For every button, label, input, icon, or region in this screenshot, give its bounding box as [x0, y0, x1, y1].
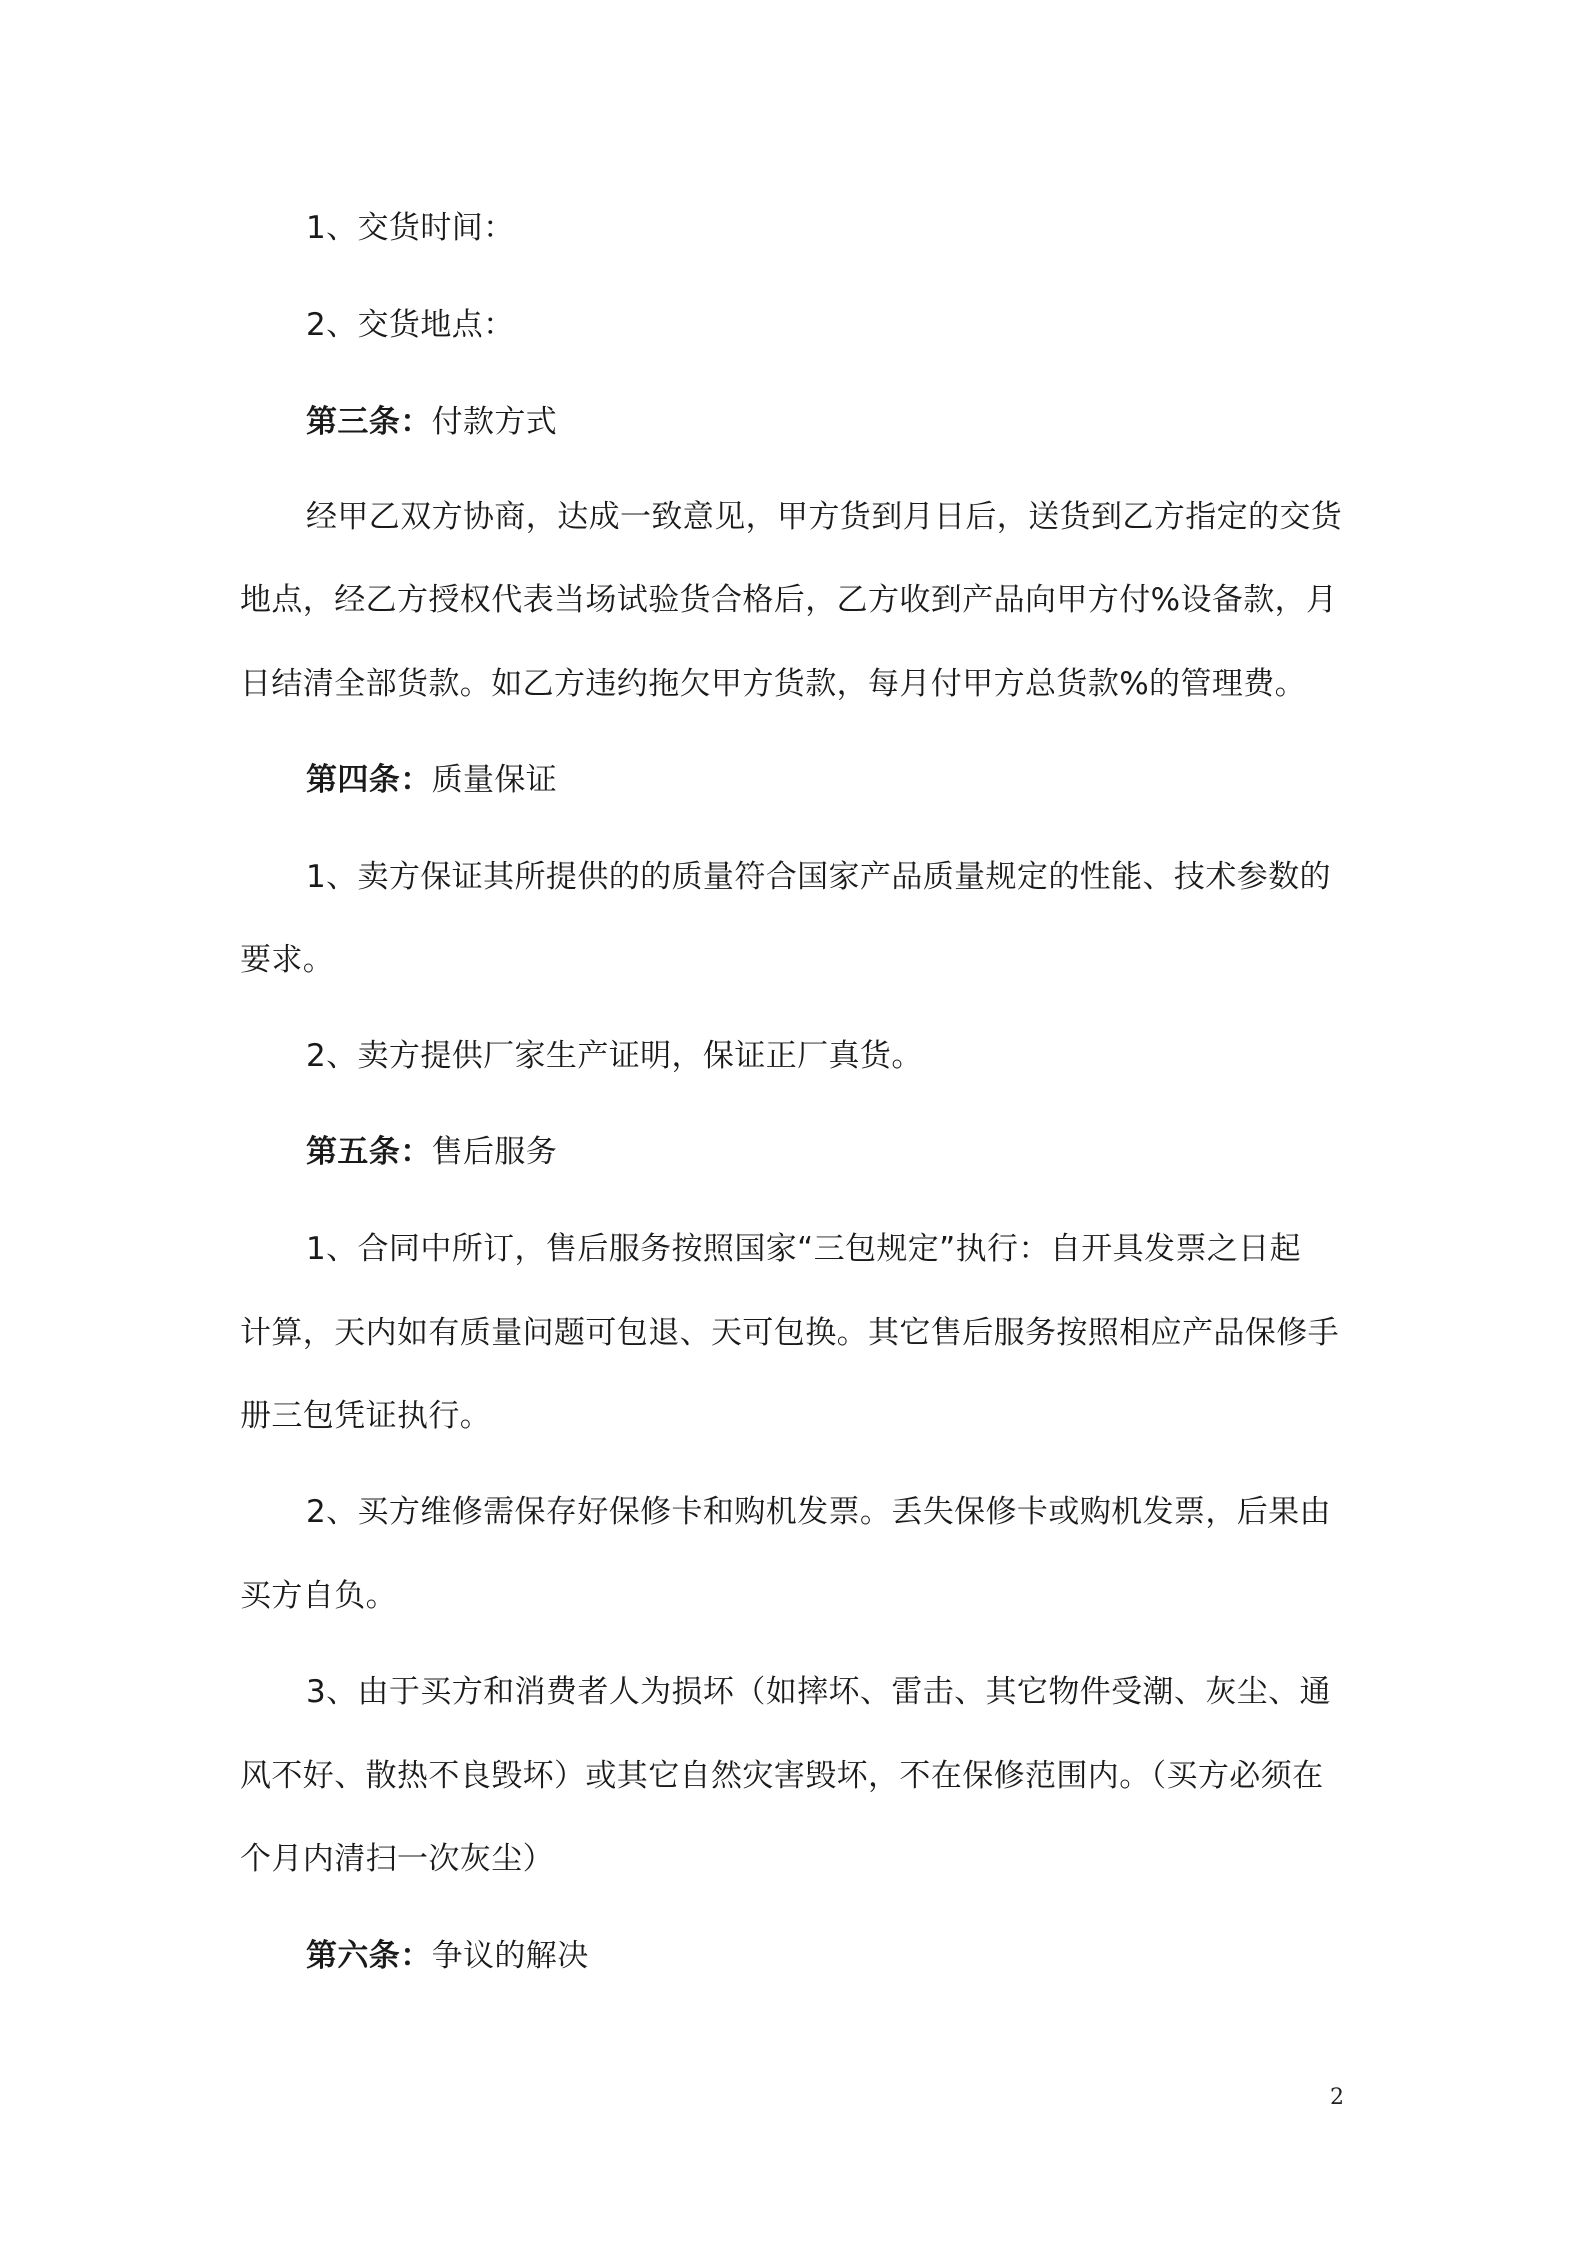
quality-item-1-line-1: 1、卖方保证其所提供的的质量符合国家产品质量规定的性能、技术参数的 [306, 859, 1331, 895]
article-6-heading: 第六条：争议的解决 [306, 1938, 589, 1974]
service-item-1-line-1: 1、合同中所订，售后服务按照国家“三包规定”执行：自开具发票之日起 [306, 1231, 1302, 1267]
article-3-heading: 第三条：付款方式 [306, 404, 558, 440]
article-5-heading: 第五条：售后服务 [306, 1134, 558, 1170]
quality-item-2: 2、卖方提供厂家生产证明，保证正厂真货。 [306, 1038, 923, 1074]
page-number: 2 [1330, 2085, 1344, 2110]
service-item-2-line-2: 买方自负。 [240, 1578, 397, 1614]
service-item-2-line-1: 2、买方维修需保存好保修卡和购机发票。丢失保修卡或购机发票，后果由 [306, 1494, 1331, 1530]
article-4-heading: 第四条：质量保证 [306, 762, 558, 798]
payment-paragraph-line-3: 日结清全部货款。如乙方违约拖欠甲方货款，每月付甲方总货款%的管理费。 [240, 666, 1307, 702]
service-item-3-line-1: 3、由于买方和消费者人为损坏（如摔坏、雷击、其它物件受潮、灰尘、通 [306, 1674, 1331, 1710]
delivery-time-item: 1、交货时间： [306, 210, 515, 246]
service-item-3-line-2: 风不好、散热不良毁坏）或其它自然灾害毁坏，不在保修范围内。（买方必须在 [240, 1758, 1324, 1794]
service-item-3-line-3: 个月内清扫一次灰尘） [240, 1841, 554, 1877]
payment-paragraph-line-1: 经甲乙双方协商，达成一致意见，甲方货到月日后，送货到乙方指定的交货 [306, 499, 1343, 535]
service-item-1-line-2: 计算，天内如有质量问题可包退、天可包换。其它售后服务按照相应产品保修手 [240, 1315, 1339, 1351]
service-item-1-line-3: 册三包凭证执行。 [240, 1398, 492, 1434]
delivery-location-item: 2、交货地点： [306, 307, 515, 343]
quality-item-1-line-2: 要求。 [240, 942, 335, 978]
payment-paragraph-line-2: 地点，经乙方授权代表当场试验货合格后，乙方收到产品向甲方付%设备款，月 [240, 582, 1338, 618]
